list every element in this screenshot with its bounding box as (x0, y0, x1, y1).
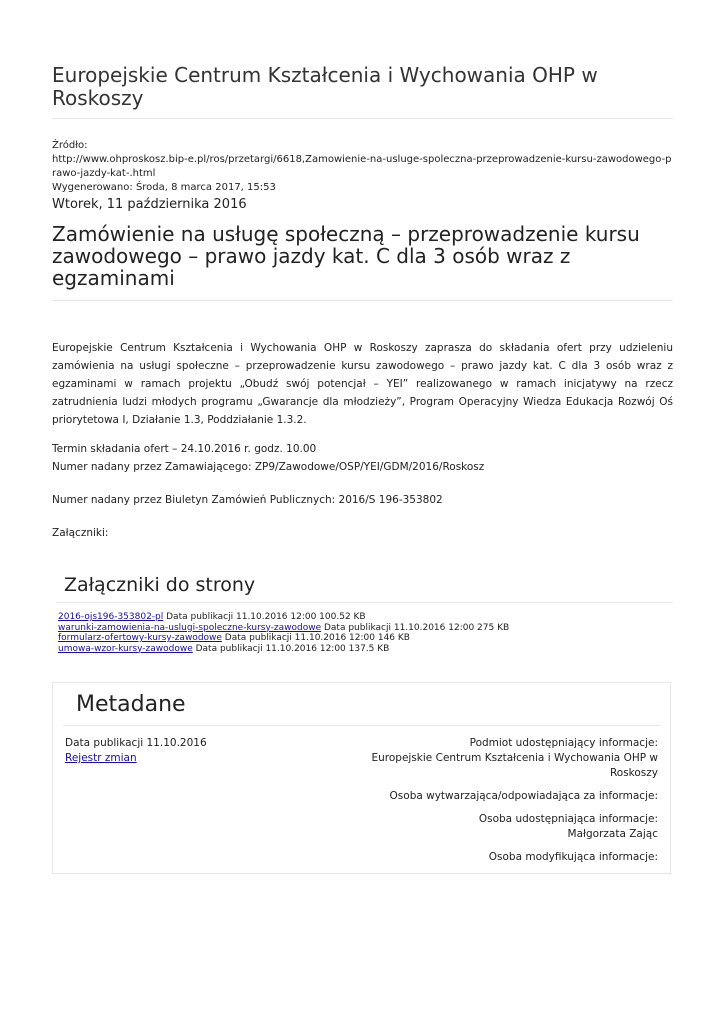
generated-timestamp: Wygenerowano: Środa, 8 marca 2017, 15:53 (52, 182, 276, 193)
attachment-item (58, 644, 673, 655)
attachment-item (58, 633, 673, 644)
modifier-label: Osoba modyfikująca informacje: (488, 851, 658, 863)
metadata-right-column (338, 736, 658, 865)
divider (52, 118, 673, 119)
order-number-text: Numer nadany przez Zamawiającego: ZP9/Zawodowe/OSP/YEI/GDM/2016/Roskosz (52, 461, 485, 473)
publisher-label: Osoba udostępniająca informacje: (478, 813, 658, 825)
source-label: Źródło: (52, 140, 88, 151)
metadata-title: Metadane (76, 692, 186, 717)
source-url: http://www.ohproskosz.bip-e.pl/ros/przetargi/6618,Zamowienie-na-usluge-spoleczna-przeprowadzenie-kursu-zawodowego-prawo-jazdy-kat-.html (52, 154, 672, 179)
modifier-block (338, 850, 658, 865)
metadata-left-column (65, 736, 207, 766)
attachment-info: Data publikacji 11.10.2016 12:00 100.52 KB (163, 612, 366, 622)
attachment-info: Data publikacji 11.10.2016 12:00 146 KB (221, 633, 410, 643)
producer-label: Osoba wytwarzająca/odpowiadająca za informacje: (389, 790, 658, 802)
divider (56, 602, 673, 603)
attachment-link[interactable]: warunki-zamowienia-na-uslugi-spoleczne-kursy-zawodowe (58, 622, 322, 633)
divider (63, 725, 660, 726)
site-title: Europejskie Centrum Kształcenia i Wychowania OHP w Roskoszy (52, 63, 598, 110)
attachment-item (58, 623, 673, 634)
deadline-text: Termin składania ofert – 24.10.2016 r. godz. 10.00 (52, 443, 317, 455)
publication-date: Data publikacji 11.10.2016 (65, 737, 207, 749)
document-page (52, 0, 673, 863)
attachment-info: Data publikacji 11.10.2016 12:00 275 KB (321, 622, 510, 633)
attachment-link[interactable]: 2016-ojs196-353802-pl (58, 612, 164, 622)
article-title: Zamówienie na usługę społeczną – przeprowadzenie kursu zawodowego – prawo jazdy kat. C dla 3 osób wraz z egzaminami (52, 222, 640, 290)
publisher-block (338, 812, 658, 842)
provider-value: Europejskie Centrum Kształcenia i Wychowania OHP w Roskoszy (371, 752, 658, 779)
intro-paragraph: Europejskie Centrum Kształcenia i Wychowania OHP w Roskoszy zaprasza do składania ofert przy udzieleniu zamówienia na usługi społeczne – przeprowadzenie kursu zawodowego – prawo jazdy kat. C dla 3 osób wraz z egzaminami w ramach projektu „Obudź swój potencjał – YEI” realizowanego w ramach inicjatywy na rzecz zatrudnienia ludzi młodych programu „Gwarancje dla młodzieży”, Program Operacyjny Wiedza Edukacja Rozwój Oś priorytetowa I, Działanie 1.3, Poddziałanie 1.3.2. (52, 342, 673, 426)
attachments-title: Załączniki do strony (64, 574, 256, 596)
publisher-value: Małgorzata Zając (567, 828, 658, 840)
change-log-link[interactable]: Rejestr zmian (65, 752, 137, 764)
attachment-link[interactable]: formularz-ofertowy-kursy-zawodowe (58, 633, 222, 643)
article-body (52, 339, 673, 542)
article-date: Wtorek, 11 października 2016 (52, 197, 247, 212)
provider-block (338, 736, 658, 781)
attachment-info: Data publikacji 11.10.2016 12:00 137.5 KB (192, 643, 390, 654)
divider (52, 300, 673, 301)
producer-block (338, 789, 658, 804)
attachment-link[interactable]: umowa-wzor-kursy-zawodowe (58, 643, 193, 654)
attachments-label: Załączniki: (52, 527, 109, 539)
source-block (52, 139, 673, 195)
attachments-list (58, 612, 673, 654)
bzp-number-text: Numer nadany przez Biuletyn Zamówień Publicznych: 2016/S 196-353802 (52, 494, 443, 506)
provider-label: Podmiot udostępniający informacje: (469, 737, 658, 749)
attachment-item (58, 612, 673, 623)
metadata-panel (52, 682, 671, 874)
